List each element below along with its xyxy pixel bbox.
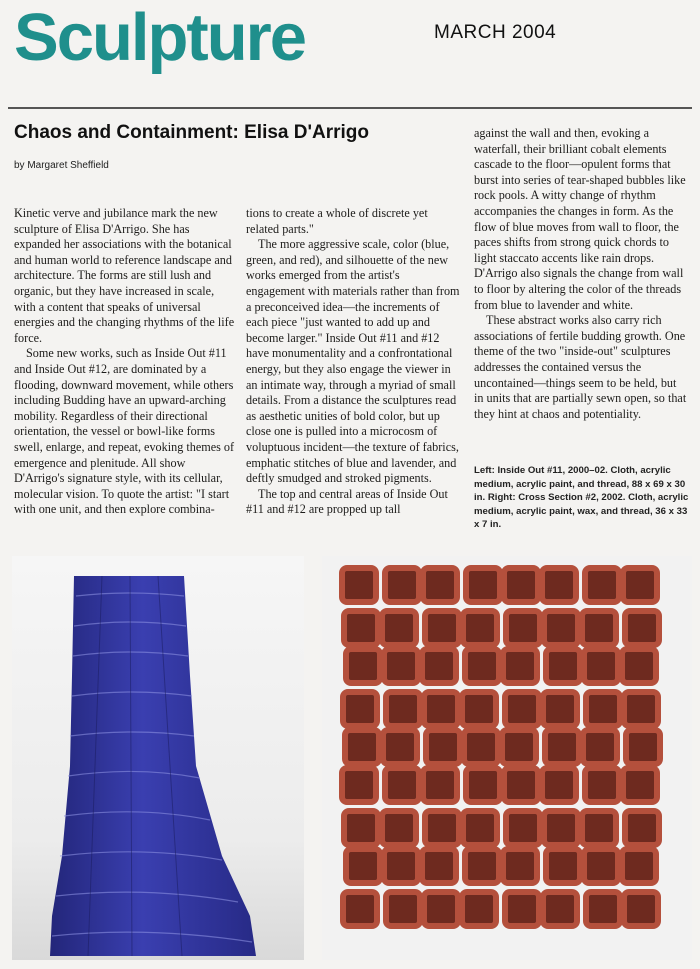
grid-cell — [466, 768, 500, 802]
paragraph: against the wall and then, evoking a waterfall, their brilliant cobalt elements cascade to the floor—opulent forms that burst into series of tear-shaped bubbles like rock pools. A witty change of rhythm accompanies the changes in form. As the flow of blue moves from wall to floor, the paces shifts from strong quick chords to light staccato accents like rain drops. D'Arrigo also signals the change from wall to floor by altering the color of the threads from blue to lavender and white. — [474, 126, 686, 312]
grid-cell — [344, 811, 378, 845]
grid-cell — [422, 849, 456, 883]
grid-cell — [503, 649, 537, 683]
grid-cell — [506, 611, 540, 645]
masthead-logo: Sculpture — [14, 0, 305, 75]
issue-date: MARCH 2004 — [434, 22, 557, 43]
grid-cell — [504, 768, 538, 802]
header-rule — [8, 107, 692, 109]
photo-caption: Left: Inside Out #11, 2000–02. Cloth, acrylic medium, acrylic paint, and thread, 88 x 69 x 30 in. Right: Cross Section #2, 2002. Cloth, acrylic medium, acrylic paint, wax, and thread, 36 x 33 x 7 in. — [474, 465, 689, 531]
grid-cell — [504, 568, 538, 602]
grid-cell — [505, 692, 539, 726]
grid-cell — [345, 730, 379, 764]
grid-cell — [542, 568, 576, 602]
grid-cell — [465, 649, 499, 683]
grid-cell — [544, 811, 578, 845]
paragraph: Kinetic verve and jubilance mark the new sculpture of Elisa D'Arrigo. She has expanded her associations with the botanical and human world to reference landscape and architecture. The forms are still lush and organic, but they have increased in scale, with a content that speaks of universal energies and the changing rhythms of the life force. — [14, 206, 235, 345]
grid-cell — [382, 811, 416, 845]
grid-cell — [385, 768, 419, 802]
grid-cell — [586, 892, 620, 926]
grid-cell — [425, 611, 459, 645]
grid-cell — [503, 849, 537, 883]
grid-cell — [585, 568, 619, 602]
grid-cell — [464, 730, 498, 764]
grid-cell — [462, 692, 496, 726]
grid-cell — [505, 892, 539, 926]
grid-cell — [543, 692, 577, 726]
grid-cell — [423, 768, 457, 802]
grid-cell — [384, 849, 418, 883]
article-column-1 — [14, 206, 238, 518]
paragraph: tions to create a whole of discrete yet related parts." — [246, 206, 428, 236]
grid-cell — [622, 849, 656, 883]
grid-cell — [426, 730, 460, 764]
grid-cell — [343, 892, 377, 926]
grid-cell — [546, 849, 580, 883]
grid-cell — [384, 649, 418, 683]
grid-cell — [624, 692, 658, 726]
grid-cell — [342, 568, 376, 602]
article-column-2 — [246, 206, 460, 518]
blue-cascade-sculpture-image — [12, 556, 304, 960]
grid-cell — [466, 568, 500, 602]
red-grid-sculpture-image — [322, 556, 692, 960]
photo-cross-section-2 — [322, 556, 692, 960]
grid-cell — [543, 892, 577, 926]
grid-cell — [342, 768, 376, 802]
grid-cell — [465, 849, 499, 883]
grid-cell — [585, 768, 619, 802]
grid-cell — [386, 892, 420, 926]
article-column-3 — [474, 126, 688, 422]
grid-cell — [385, 568, 419, 602]
grid-cell — [586, 692, 620, 726]
paragraph: Some new works, such as Inside Out #11 and Inside Out #12, are dominated by a flooding, downward movement, while others including Budding have an upward-arching mobility. Regardless of their directional orientation, the vessel or bowl-like forms swell, enlarge, and repeat, evoking themes of emergence and plenitude. All show D'Arrigo's signature style, with its cellular, molecular vision. To quote the artist: "I start with one unit, and then explore combina- — [14, 346, 235, 517]
grid-cell — [502, 730, 536, 764]
grid-cell — [382, 611, 416, 645]
grid-cell — [584, 849, 618, 883]
grid-cell — [626, 730, 660, 764]
grid-cell — [584, 649, 618, 683]
paragraph: The more aggressive scale, color (blue, green, and red), and silhouette of the new works emerged from the artist's engagement with materials rather than from a preconceived idea—the increments of each piece "just wanted to add up and become larger." Inside Out #11 and #12 have monumentality and a confrontational energy, but they also engage the viewer in an intimate way, through a myriad of small details. From a distance the sculptures read as aesthetic unities of bold color, but up close one is pulled into a microcosm of voluptuous incident—the texture of fabrics, emphatic stitches of blue and lavender, and deftly smudged and stroked pigments. — [246, 237, 460, 486]
grid-cell — [625, 611, 659, 645]
grid-cell — [622, 649, 656, 683]
grid-cell — [625, 811, 659, 845]
grid-cell — [346, 649, 380, 683]
grid-cell — [424, 692, 458, 726]
paragraph: The top and central areas of Inside Out #11 and #12 are propped up tall — [246, 486, 448, 517]
grid-cell — [463, 611, 497, 645]
article-title: Chaos and Containment: Elisa D'Arrigo — [14, 122, 369, 143]
grid-cell — [542, 768, 576, 802]
grid-cell — [582, 611, 616, 645]
grid-cell — [343, 692, 377, 726]
grid-cell — [425, 811, 459, 845]
grid-cell — [346, 849, 380, 883]
grid-cell — [623, 768, 657, 802]
grid-cell — [582, 811, 616, 845]
grid-cell — [624, 892, 658, 926]
grid-cell — [583, 730, 617, 764]
grid-cell — [545, 730, 579, 764]
grid-cell — [424, 892, 458, 926]
paragraph: These abstract works also carry rich associations of fertile budding growth. One theme of the two "inside-out" sculptures addresses the contained versus the uncontained—things seem to be held, but in units that are partially sewn open, so that they hint at chaos and potentiality. — [474, 313, 687, 421]
grid-cell — [383, 730, 417, 764]
grid-cell — [344, 611, 378, 645]
photo-inside-out-11 — [12, 556, 304, 960]
grid-cell — [546, 649, 580, 683]
grid-cell — [386, 692, 420, 726]
grid-cell — [422, 649, 456, 683]
grid-cell — [463, 811, 497, 845]
article-byline: by Margaret Sheffield — [14, 160, 109, 171]
grid-cell — [544, 611, 578, 645]
grid-cell — [623, 568, 657, 602]
grid-cell — [423, 568, 457, 602]
grid-cell — [462, 892, 496, 926]
grid-cell — [506, 811, 540, 845]
